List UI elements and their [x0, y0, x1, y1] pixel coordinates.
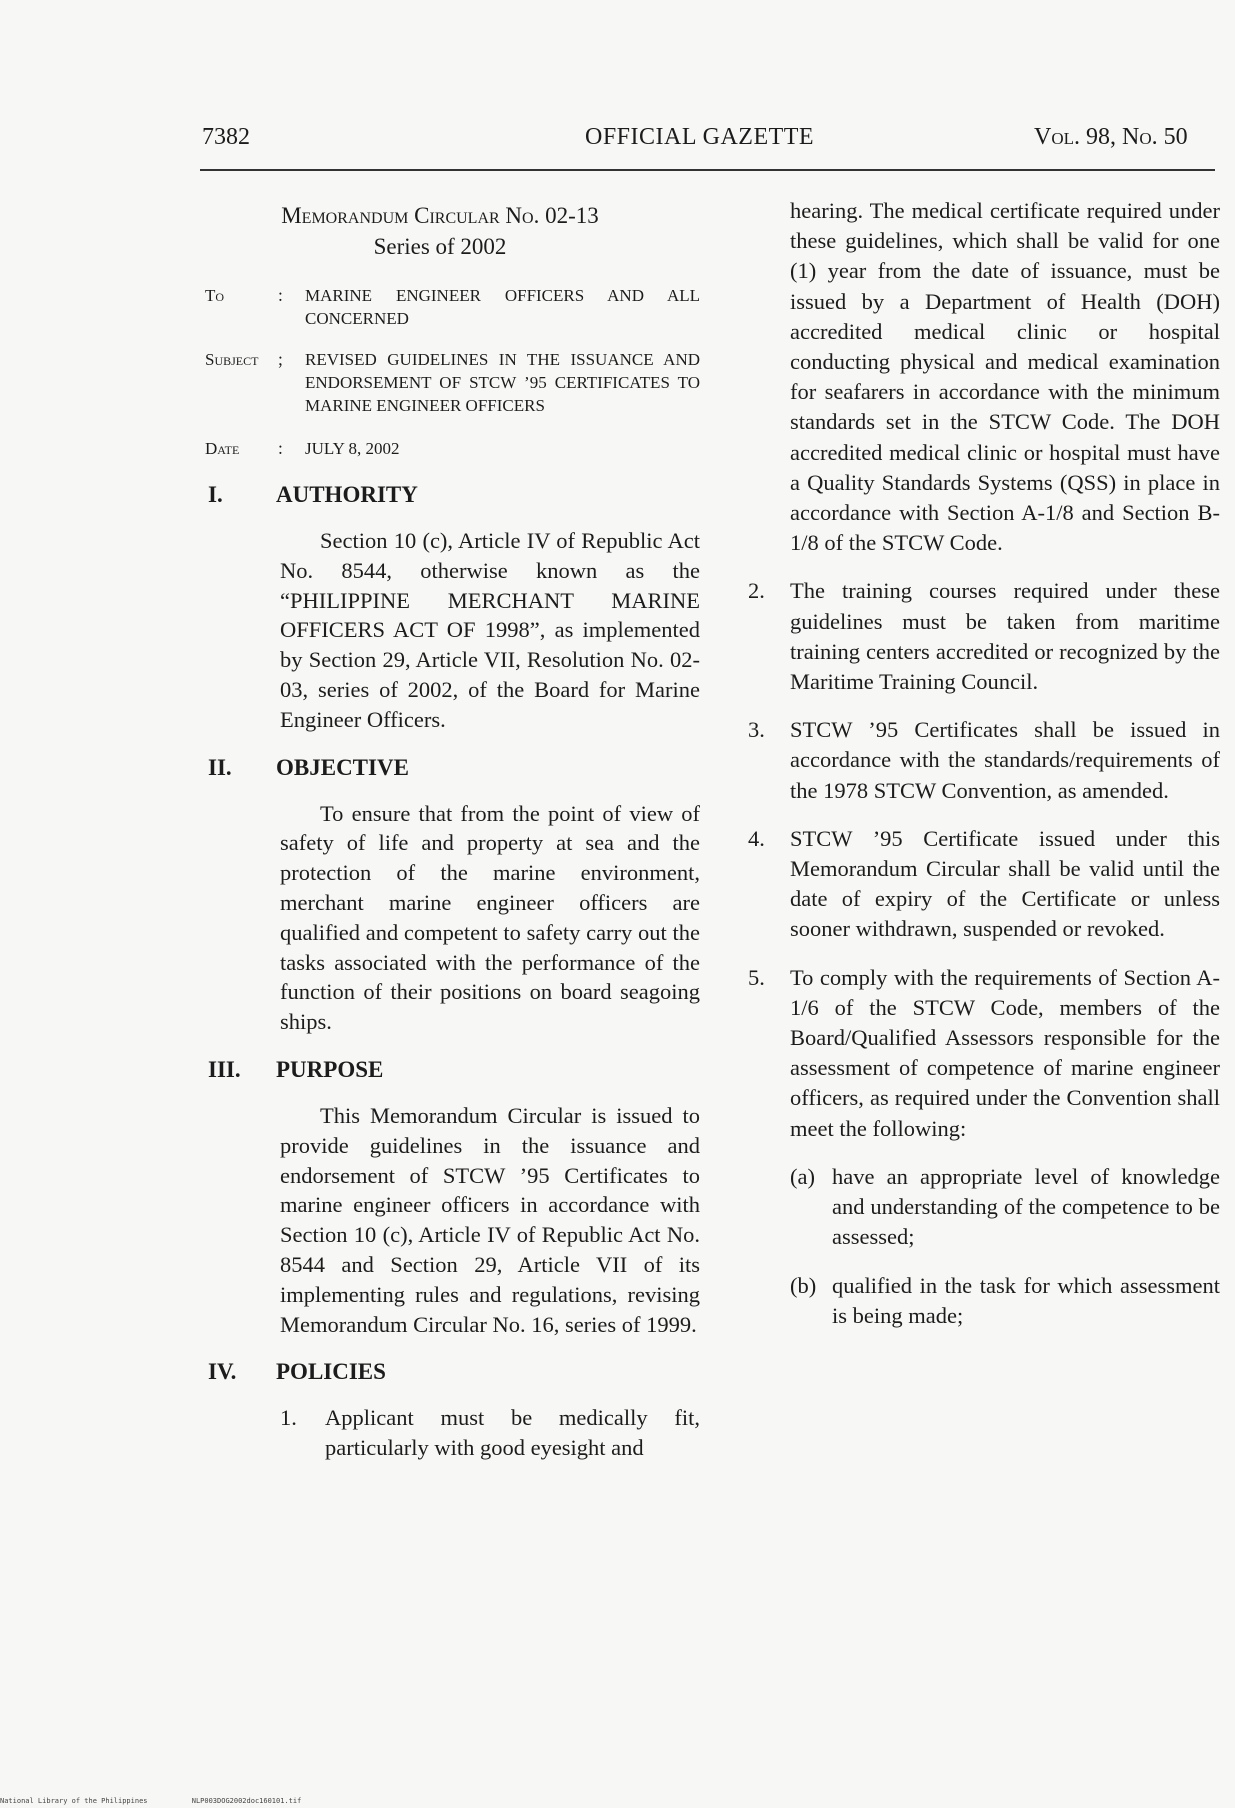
sub-item-number: (a) [790, 1163, 815, 1189]
subject-colon: ; [278, 349, 283, 369]
section-number: II. [208, 754, 232, 780]
date-label: Date [205, 439, 240, 458]
policy-item [748, 576, 1220, 697]
section-purpose [200, 1053, 700, 1339]
right-column [748, 196, 1220, 1331]
library-credit: National Library of the Philippines [0, 1797, 148, 1805]
policy-item-text: To comply with the requirements of Section A-1/6 of the STCW Code, members of the Board/Qualified Assessors responsible for the assessment of competence of marine engineer officers, as required under the Convention shall meet the following: [790, 964, 1220, 1141]
gazette-title: OFFICIAL GAZETTE [585, 124, 815, 150]
section-number: I. [208, 482, 223, 507]
authority-text: Section 10 (c), Article IV of Republic Act No. 8544, otherwise known as the “PHILIPPINE MERCHANT MARINE OFFICERS ACT OF 1998”, as implemented by Section 29, Article VII, Resolution No. 02-03, series of 2002, of the Board for Marine Engineer Officers. [280, 528, 700, 732]
date-colon: : [278, 438, 283, 458]
objective-text: To ensure that from the point of view of safety of life and property at sea and the protection of the marine environment, merchant marine engineer officers are qualified and competent to safety carry out the tasks associated with the performance of the function of their positions on board seagoing ships. [280, 800, 700, 1035]
subject-value: REVISED GUIDELINES IN THE ISSUANCE AND ENDORSEMENT OF STCW ’95 CERTIFICATES TO MARINE ENGINEER OFFICERS [305, 350, 700, 415]
circular-series: Series of 2002 [373, 234, 507, 259]
subject-row [200, 348, 700, 417]
to-value: MARINE ENGINEER OFFICERS AND ALL CONCERNED [305, 286, 700, 328]
section-policies [200, 1355, 700, 1463]
to-row [200, 284, 700, 330]
sub-item-text: have an appropriate level of knowledge and understanding of the competence to be assessed; [832, 1163, 1220, 1250]
policy-item-text: STCW ’95 Certificate issued under this Memorandum Circular shall be valid until the date of expiry of the Certificate or unless sooner withdrawn, suspended or revoked. [790, 825, 1220, 942]
subject-label: Subject [205, 350, 259, 369]
section-title: AUTHORITY [276, 482, 418, 507]
policy-item [748, 963, 1220, 1144]
policy-item-number: 3. [748, 717, 765, 743]
sub-item [790, 1271, 1220, 1331]
circular-heading [240, 200, 640, 262]
section-authority [200, 478, 700, 735]
policy-item [748, 715, 1220, 806]
date-row [200, 437, 700, 460]
purpose-text: This Memorandum Circular is issued to provide guidelines in the issuance and endorsement of STCW ’95 Certificates to marine engineer officers in accordance with Section 10 (c), Article IV of Republic Act No. 8544 and Section 29, Article VII of its implementing rules and regulations, revising Memorandum Circular No. 16, series of 1999. [280, 1102, 700, 1337]
to-label: To [205, 286, 225, 305]
policy-item-1-continued: hearing. The medical certificate required under these guidelines, which shall be valid for one (1) year from the date of issuance, must be issued by a Department of Health (DOH) accredited medical clinic or hospital conducting physical and medical examination for seafarers in accordance with the minimum standards set in the STCW Code. The DOH accredited medical clinic or hospital must have a Quality Standards Systems (QSS) in place in accordance with Section A-1/8 and Section B-1/8 of the STCW Code. [790, 198, 1220, 556]
section-number: III. [208, 1056, 241, 1082]
policy-item-number: 1. [280, 1405, 297, 1431]
sub-item-number: (b) [790, 1272, 817, 1298]
section-number: IV. [208, 1359, 237, 1385]
to-colon: : [278, 285, 283, 305]
policy-item-text: STCW ’95 Certificates shall be issued in accordance with the standards/requirements of the 1978 STCW Convention, as amended. [790, 717, 1220, 803]
date-value: JULY 8, 2002 [305, 439, 400, 458]
section-heading [200, 1053, 700, 1087]
section-title: POLICIES [276, 1359, 386, 1385]
policy-item-text: The training courses required under these guidelines must be taken from maritime training centers accredited or recognized by the Maritime Training Council. [790, 578, 1220, 695]
circular-title: Memorandum Circular No. 02-13 [281, 203, 599, 228]
policy-item [280, 1403, 700, 1463]
section-title: OBJECTIVE [276, 754, 409, 780]
section-heading [200, 751, 700, 785]
section-title: PURPOSE [276, 1056, 384, 1082]
header-rule [200, 169, 1215, 171]
section-heading [200, 478, 700, 512]
policy-item-text: Applicant must be medically fit, particularly with good eyesight and [325, 1405, 700, 1461]
section-heading [200, 1355, 700, 1389]
sub-item [790, 1162, 1220, 1253]
volume-number: Vol. 98, No. 50 [1034, 124, 1188, 150]
left-column [200, 200, 700, 1463]
policy-item-number: 2. [748, 578, 765, 604]
section-objective [200, 751, 700, 1037]
page-number: 7382 [202, 124, 250, 150]
file-reference: NLP003DOG2002doc160101.tif [191, 1797, 302, 1805]
policy-item-number: 5. [748, 964, 765, 990]
policy-item [748, 824, 1220, 945]
policy-item-number: 4. [748, 825, 765, 851]
sub-item-text: qualified in the task for which assessment is being made; [832, 1272, 1220, 1328]
scan-footer [0, 1797, 341, 1805]
